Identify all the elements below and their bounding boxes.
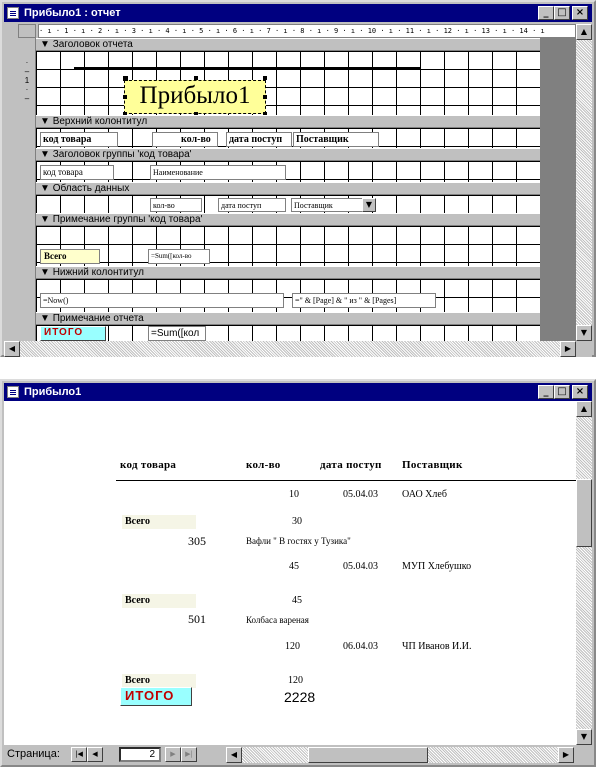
resize-handle[interactable] xyxy=(123,76,128,81)
vertical-ruler: · – 1 · – xyxy=(24,58,30,103)
section-group-footer[interactable]: ▼ Примечание группы 'код товара' xyxy=(36,213,540,226)
section-page-footer[interactable]: ▼ Нижний колонтитул xyxy=(36,266,540,279)
row-qty: 120 xyxy=(285,641,300,652)
maximize-icon[interactable]: □ xyxy=(554,385,570,399)
header-qty: кол-во xyxy=(246,459,281,471)
field-page-number[interactable]: =" & [Page] & " из " & [Pages] xyxy=(292,293,436,308)
total-label: Всего xyxy=(125,675,150,686)
label-supplier[interactable]: Поставщик xyxy=(293,132,379,147)
scroll-down-icon[interactable]: ▼ xyxy=(576,729,592,745)
report-icon xyxy=(7,7,19,19)
field-supplier[interactable]: Поставщик xyxy=(291,198,363,212)
design-surface xyxy=(36,38,576,341)
field-product-name[interactable]: Наименование xyxy=(150,165,286,180)
section-page-header[interactable]: ▼ Верхний колонтитул xyxy=(36,115,540,128)
total-value: 120 xyxy=(288,675,303,686)
report-title-label[interactable]: Прибыло1 xyxy=(124,80,266,114)
preview-vertical-scrollbar[interactable] xyxy=(576,401,592,745)
first-page-icon[interactable]: |◀ xyxy=(71,747,87,762)
minimize-icon[interactable]: _ xyxy=(538,385,554,399)
field-sum-qty[interactable]: =Sum([кол-во xyxy=(148,249,210,264)
design-titlebar[interactable] xyxy=(4,4,592,22)
header-product-code: код товара xyxy=(120,459,177,471)
section-detail[interactable]: ▼ Область данных xyxy=(36,182,540,195)
row-date: 05.04.03 xyxy=(343,489,378,500)
label-product-code[interactable]: код товара xyxy=(40,132,118,147)
total-label: Всего xyxy=(125,595,150,606)
row-qty: 45 xyxy=(289,561,299,572)
preview-window xyxy=(0,379,596,767)
total-label: Всего xyxy=(125,516,150,527)
close-icon[interactable]: × xyxy=(572,6,588,20)
report-footer-area xyxy=(36,325,540,341)
row-supplier: ОАО Хлеб xyxy=(402,489,447,500)
section-label: Заголовок группы 'код товара' xyxy=(52,149,192,160)
header-underline xyxy=(116,480,576,481)
scroll-thumb[interactable] xyxy=(576,479,592,547)
group-name: Вафли " В гостях у Тузика" xyxy=(246,536,351,546)
page-number-input[interactable]: 2 xyxy=(119,747,161,762)
combo-dropdown-icon[interactable]: ▼ xyxy=(362,198,376,212)
design-size-grip[interactable] xyxy=(576,341,592,357)
scroll-down-icon[interactable]: ▼ xyxy=(576,325,592,341)
group-footer-area xyxy=(36,226,540,266)
group-name: Колбаса вареная xyxy=(246,615,309,625)
scroll-left-icon[interactable]: ◀ xyxy=(226,747,242,763)
header-rule-line xyxy=(74,67,420,70)
row-date: 05.04.03 xyxy=(343,561,378,572)
minimize-icon[interactable]: _ xyxy=(538,6,554,20)
section-label: Примечание отчета xyxy=(52,313,144,324)
section-label: Область данных xyxy=(52,183,130,194)
section-label: Примечание группы 'код товара' xyxy=(52,214,203,225)
report-header-area xyxy=(36,51,540,115)
report-icon xyxy=(7,386,19,398)
label-date[interactable]: дата поступ xyxy=(226,132,292,147)
section-label: Заголовок отчета xyxy=(52,39,133,50)
row-supplier: МУП Хлебушко xyxy=(402,561,472,572)
field-grand-total[interactable]: =Sum([кол xyxy=(148,326,206,341)
field-qty[interactable]: кол-во xyxy=(150,198,202,212)
detail-area xyxy=(36,195,540,213)
row-date: 06.04.03 xyxy=(343,641,378,652)
section-report-header[interactable]: ▼ Заголовок отчета xyxy=(36,38,540,51)
resize-handle[interactable] xyxy=(123,95,127,99)
last-page-icon[interactable]: ▶| xyxy=(181,747,197,762)
design-horizontal-scrollbar[interactable] xyxy=(4,341,576,357)
scroll-thumb[interactable] xyxy=(308,747,428,763)
design-window xyxy=(0,0,596,357)
preview-titlebar[interactable] xyxy=(4,383,592,401)
maximize-icon[interactable]: □ xyxy=(554,6,570,20)
row-qty: 10 xyxy=(289,489,299,500)
field-date[interactable]: дата поступ xyxy=(218,198,286,212)
header-supplier: Поставщик xyxy=(402,459,463,471)
scroll-up-icon[interactable]: ▲ xyxy=(576,24,592,40)
scroll-right-icon[interactable]: ▶ xyxy=(560,341,576,357)
label-qty[interactable]: кол-во xyxy=(152,132,218,147)
ruler-corner xyxy=(18,24,36,38)
scroll-right-icon[interactable]: ▶ xyxy=(558,747,574,763)
resize-handle[interactable] xyxy=(263,76,267,80)
design-gray-area xyxy=(540,38,576,341)
field-product-code[interactable]: код товара xyxy=(40,165,114,180)
prev-page-icon[interactable]: ◀ xyxy=(87,747,103,762)
header-date: дата поступ xyxy=(320,459,382,471)
total-value: 30 xyxy=(292,516,302,527)
section-group-header[interactable]: ▼ Заголовок группы 'код товара' xyxy=(36,148,540,161)
preview-title: Прибыло1 xyxy=(24,386,82,398)
scroll-left-icon[interactable]: ◀ xyxy=(4,341,20,357)
row-supplier: ЧП Иванов И.И. xyxy=(402,641,472,652)
resize-handle[interactable] xyxy=(194,76,198,80)
grand-total-value: 2228 xyxy=(284,689,316,705)
scroll-up-icon[interactable]: ▲ xyxy=(576,401,592,417)
grand-total-button[interactable]: ИТОГО xyxy=(40,326,106,341)
section-label: Верхний колонтитул xyxy=(52,116,148,127)
label-total: Всего xyxy=(44,251,67,261)
preview-horizontal-scrollbar[interactable] xyxy=(226,747,574,763)
field-now[interactable]: =Now() xyxy=(40,293,284,308)
preview-page xyxy=(4,401,576,745)
page-label: Страница: xyxy=(7,748,60,760)
close-icon[interactable]: × xyxy=(572,385,588,399)
group-code: 501 xyxy=(188,612,206,626)
section-label: Нижний колонтитул xyxy=(52,267,144,278)
group-code: 305 xyxy=(188,534,206,548)
design-vertical-scrollbar[interactable] xyxy=(576,24,592,341)
next-page-icon[interactable]: ▶ xyxy=(165,747,181,762)
resize-handle[interactable] xyxy=(263,95,267,99)
navigation-bar xyxy=(4,745,592,765)
total-value: 45 xyxy=(292,595,302,606)
section-report-footer[interactable]: ▼ Примечание отчета xyxy=(36,312,540,325)
grand-total-button[interactable]: ИТОГО xyxy=(120,687,192,706)
design-title: Прибыло1 : отчет xyxy=(24,7,121,19)
horizontal-ruler: · ı · 1 · ı · 2 · ı · 3 · ı · 4 · ı · 5 · ı · 6 · ı · 7 · ı · 8 · ı · 9 · ı · 10 · ı · 11 · ı · 12 · ı · 13 · ı · 14 · ı xyxy=(38,24,576,38)
